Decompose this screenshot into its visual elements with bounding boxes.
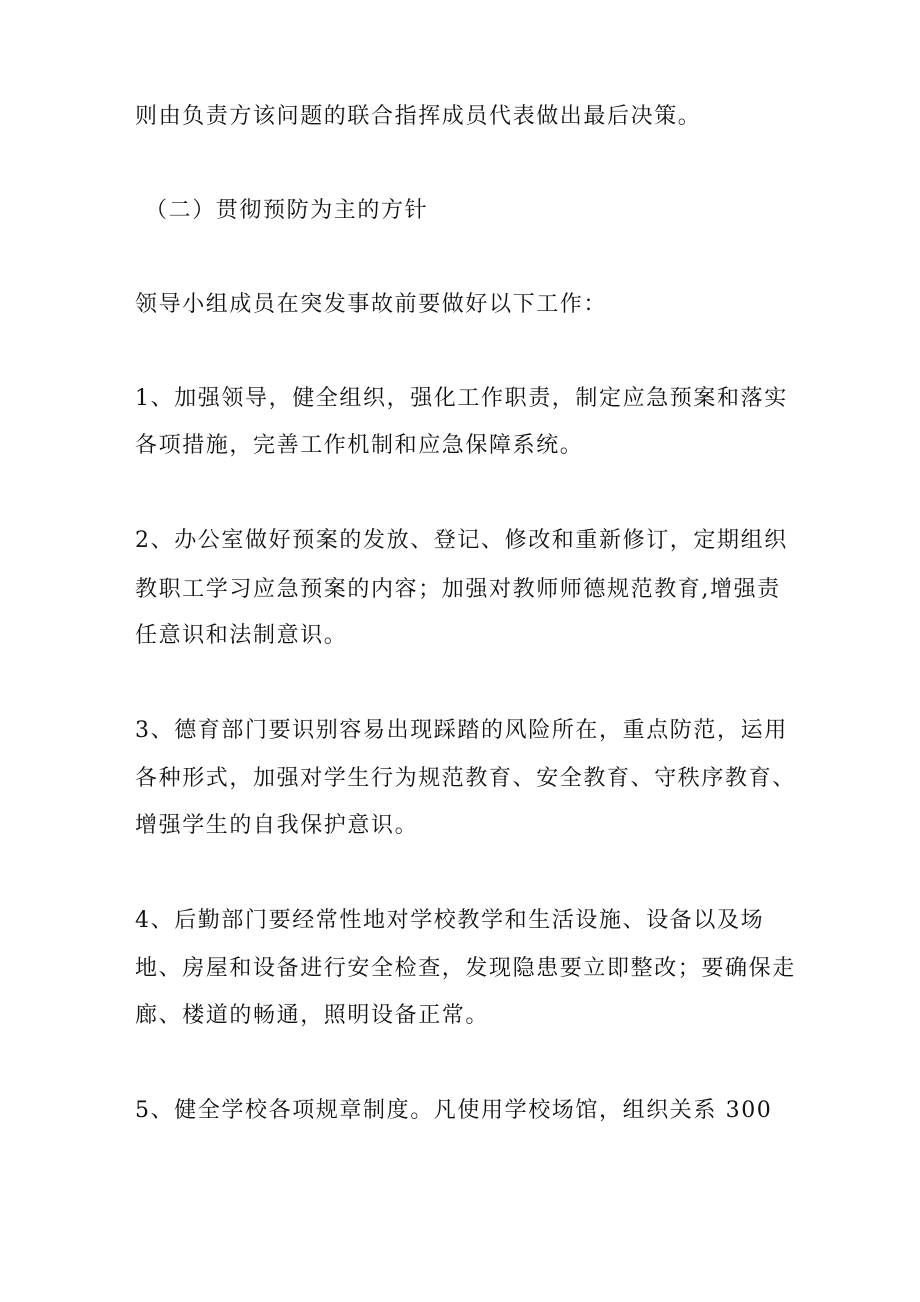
list-item-3-line: 增强学生的自我保护意识。 bbox=[135, 813, 419, 838]
list-item-4-line: 廊、楼道的畅通，照明设备正常。 bbox=[135, 1003, 490, 1028]
paragraph-line: 则由负责方该问题的联合指挥成员代表做出最后决策。 bbox=[135, 104, 702, 129]
list-item-1-line: 1、加强领导，健全组织，强化工作职责，制定应急预案和落实 bbox=[135, 386, 788, 411]
list-item-2-line: 教职工学习应急预案的内容；加强对教师师德规范教育,增强责 bbox=[135, 577, 781, 602]
list-item-2-line: 2、办公室做好预案的发放、登记、修改和重新修订，定期组织 bbox=[135, 528, 788, 553]
list-item-4-line: 4、后勤部门要经常性地对学校教学和生活设施、设备以及场 bbox=[135, 908, 765, 933]
list-item-1-line: 各项措施，完善工作机制和应急保障系统。 bbox=[135, 433, 584, 458]
list-item-3-line: 3、德育部门要识别容易出现踩踏的风险所在，重点防范，运用 bbox=[135, 718, 788, 743]
list-item-5-line: 5、健全学校各项规章制度。凡使用学校场馆，组织关系 300 bbox=[135, 1098, 773, 1123]
list-item-2-line: 任意识和法制意识。 bbox=[135, 623, 348, 648]
list-item-3-line: 各种形式，加强对学生行为规范教育、安全教育、守秩序教育、 bbox=[135, 766, 796, 791]
section-heading: （二）贯彻预防为主的方针 bbox=[145, 198, 429, 223]
paragraph-line: 领导小组成员在突发事故前要做好以下工作： bbox=[135, 292, 608, 317]
list-item-4-line: 地、房屋和设备进行安全检查，发现隐患要立即整改；要确保走 bbox=[135, 956, 796, 981]
